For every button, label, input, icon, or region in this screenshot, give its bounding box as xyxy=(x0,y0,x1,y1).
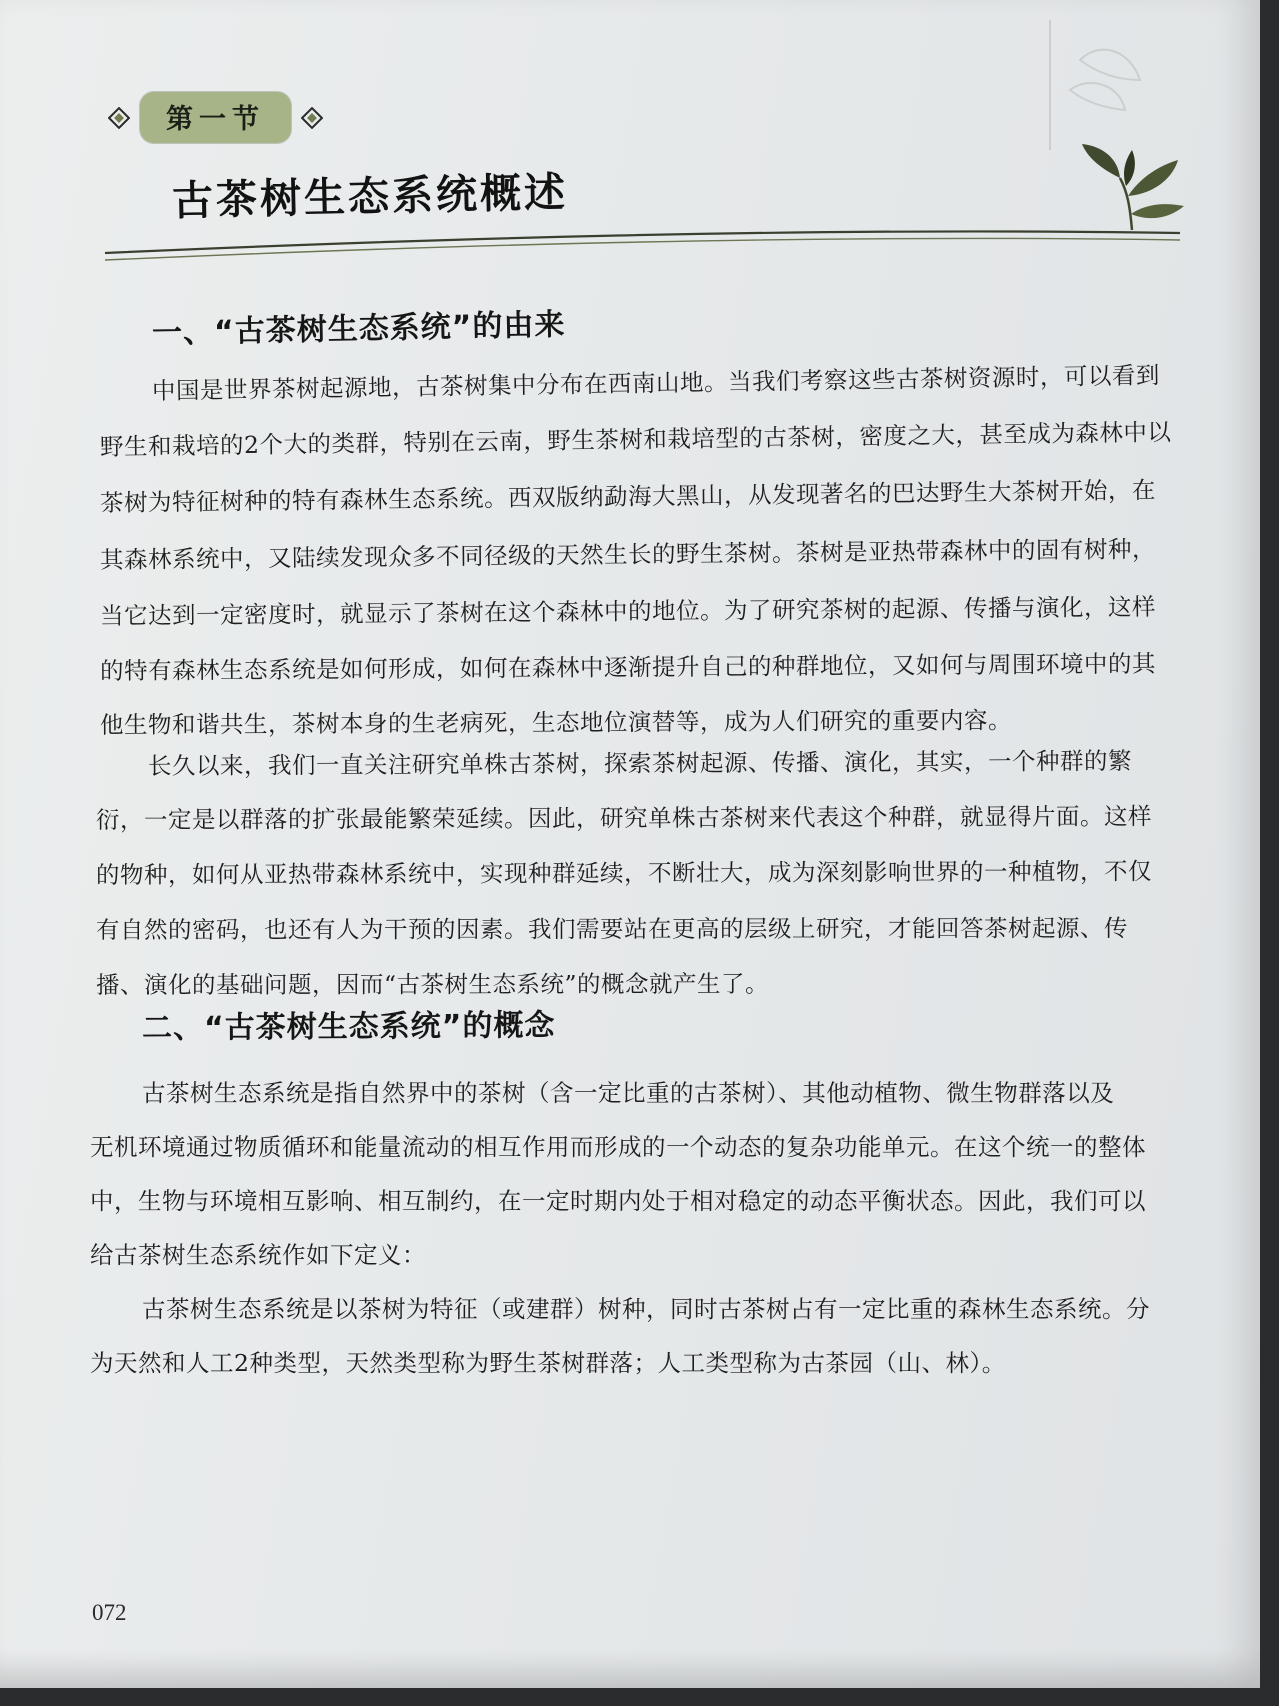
paragraph-line: 的特有森林生态系统是如何形成，如何在森林中逐渐提升自己的种群地位，又如何与周围环境中的其 xyxy=(99,649,1157,685)
title-underline-rule xyxy=(0,205,1260,265)
paragraph-line: 播、演化的基础问题，因而“古茶树生态系统”的概念就产生了。 xyxy=(95,969,770,999)
paragraph-line: 长久以来，我们一直关注研究单株古茶树，探索茶树起源、传播、演化，其实，一个种群的繁 xyxy=(147,746,1133,780)
paragraph-line: 衍，一定是以群落的扩张最能繁荣延续。因此，研究单株古茶树来代表这个种群，就显得片面。这样 xyxy=(95,802,1153,834)
paragraph-line: 为天然和人工2种类型，天然类型称为野生茶树群落；人工类型称为古茶园（山、林）。 xyxy=(90,1349,1006,1377)
paragraph-line: 有自然的密码，也还有人为干预的因素。我们需要站在更高的层级上研究，才能回答茶树起源、传 xyxy=(95,914,1129,944)
paragraph-line: 古茶树生态系统是指自然界中的茶树（含一定比重的古茶树）、其他动植物、微生物群落以及 xyxy=(142,1079,1115,1107)
chapter-title: 古茶树生态系统概述 xyxy=(171,168,569,225)
paragraph-line: 野生和栽培的2个大的类群，特别在云南，野生茶树和栽培型的古茶树，密度之大，甚至成为森林中以 xyxy=(99,418,1172,461)
page-number: 072 xyxy=(92,1600,127,1625)
section-badge-row xyxy=(108,92,323,143)
tea-leaf-icon xyxy=(1080,138,1190,238)
paragraph-line: 他生物和谐共生，茶树本身的生老病死，生态地位演替等，成为人们研究的重要内容。 xyxy=(99,706,1013,739)
paragraph-line: 的物种，如何从亚热带森林系统中，实现种群延续，不断壮大，成为深刻影响世界的一种植物，不仅 xyxy=(95,857,1153,889)
page-shadow xyxy=(0,1648,1260,1688)
paragraph-line: 其森林系统中，又陆续发现众多不同径级的天然生长的野生茶树。茶树是亚热带森林中的固有树种， xyxy=(99,534,1157,574)
paragraph-line: 中国是世界茶树起源地，古茶树集中分布在西南山地。当我们考察这些古茶树资源时，可以看到 xyxy=(151,361,1161,405)
diamond-ornament-icon xyxy=(301,107,323,129)
paragraph-line: 中，生物与环境相互影响、相互制约，在一定时期内处于相对稳定的动态平衡状态。因此，我们可以 xyxy=(90,1187,1146,1215)
section-heading: 一、“古茶树生态系统”的由来 xyxy=(151,307,566,351)
diamond-ornament-icon xyxy=(108,107,130,129)
paragraph-line: 当它达到一定密度时，就显示了茶树在这个森林中的地位。为了研究茶树的起源、传播与演化，这样 xyxy=(99,592,1157,630)
section-badge: 第一节 xyxy=(140,92,291,143)
paragraph-line: 给古茶树生态系统作如下定义： xyxy=(90,1241,426,1269)
paragraph-line: 古茶树生态系统是以茶树为特征（或建群）树种，同时古茶树占有一定比重的森林生态系统。分 xyxy=(142,1295,1150,1323)
section-heading: 二、“古茶树生态系统”的概念 xyxy=(141,1008,556,1046)
paragraph-line: 茶树为特征树种的特有森林生态系统。西双版纳勐海大黑山，从发现著名的巴达野生大茶树开始，在 xyxy=(99,476,1157,517)
paragraph-line: 无机环境通过物质循环和能量流动的相互作用而形成的一个动态的复杂功能单元。在这个统一的整体 xyxy=(90,1133,1146,1161)
